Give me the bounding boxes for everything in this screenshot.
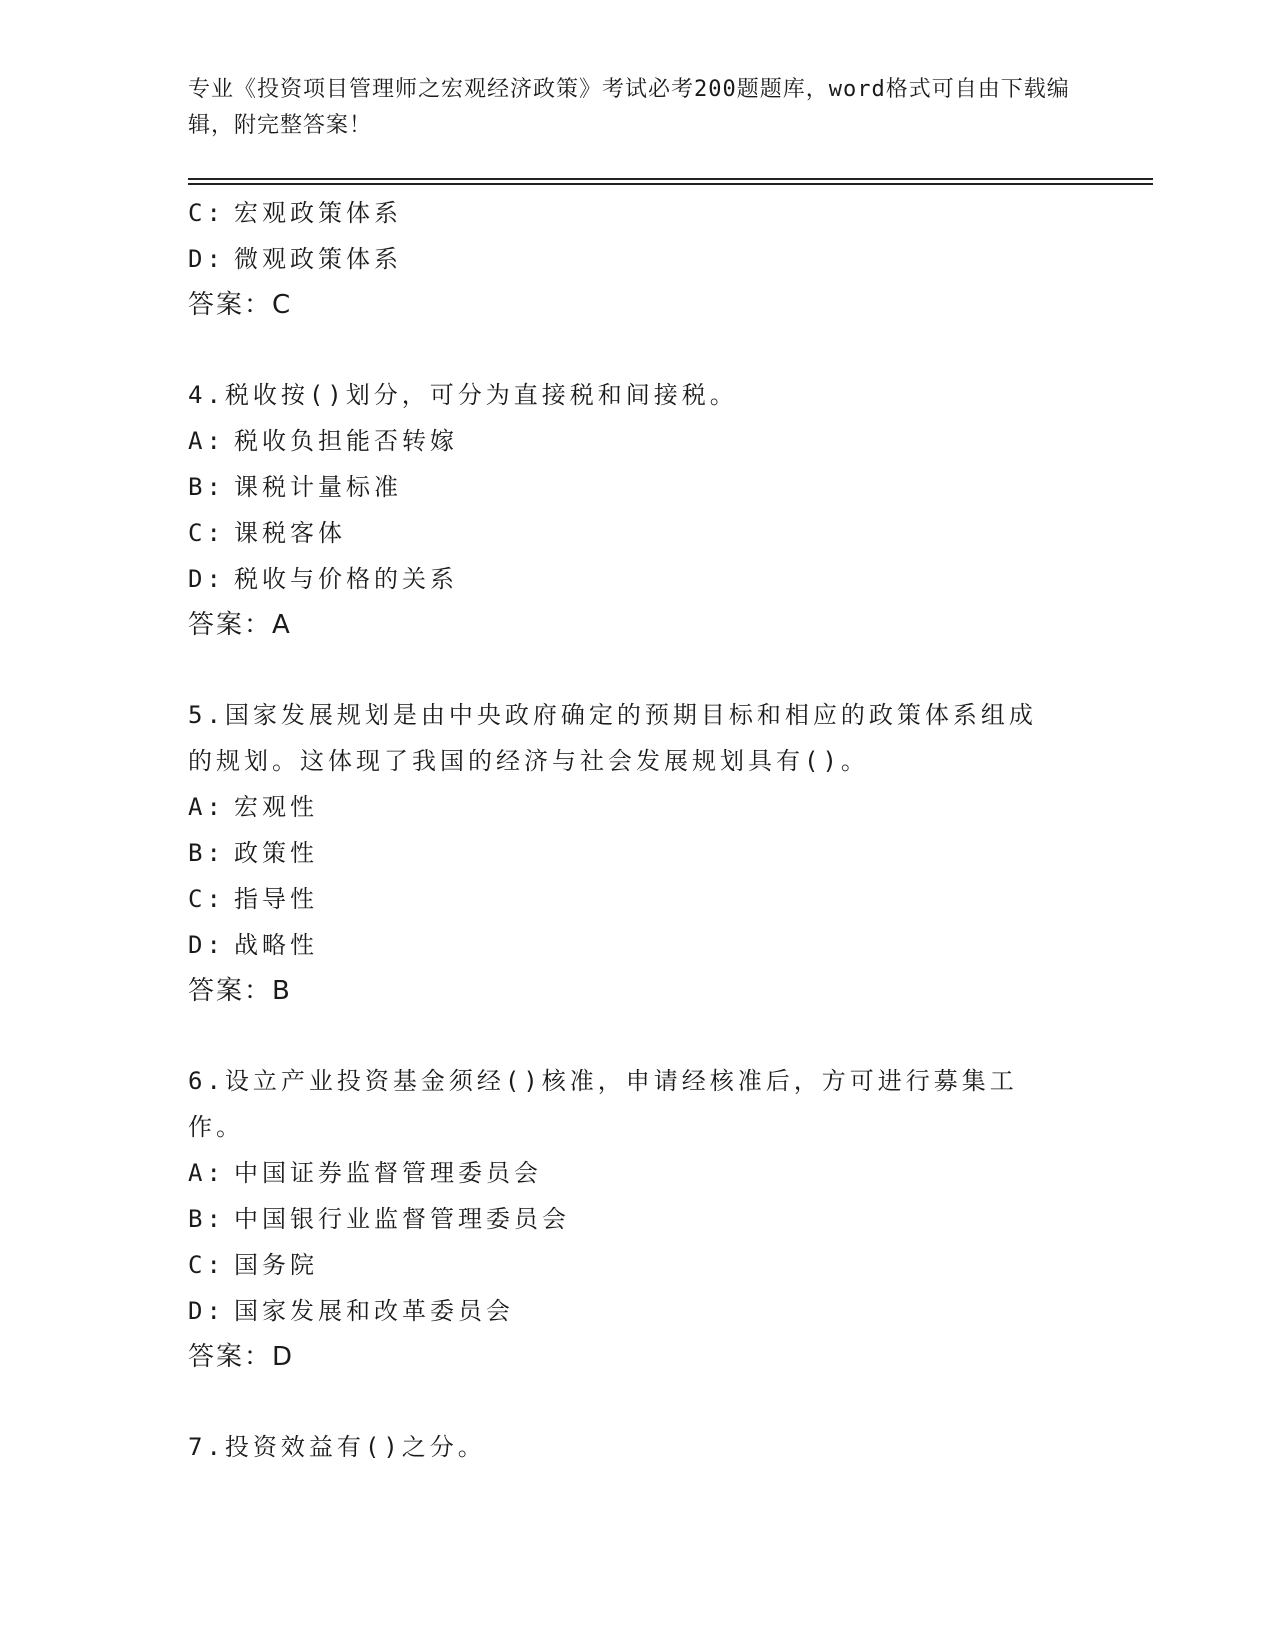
option-b: B: 中国银行业监督管理委员会: [188, 1205, 570, 1233]
option-a: A: 税收负担能否转嫁: [188, 427, 458, 455]
question-3-tail: [188, 190, 1068, 328]
question-text: 6.设立产业投资基金须经()核准，申请经核准后，方可进行募集工作。: [188, 1067, 1018, 1141]
answer-line: 答案：C: [188, 290, 293, 320]
answer-line: 答案：D: [188, 1342, 295, 1372]
option-a: A: 宏观性: [188, 793, 318, 821]
option-d: D: 战略性: [188, 931, 318, 959]
option-d: D: 微观政策体系: [188, 245, 402, 273]
question-6: [188, 1058, 1068, 1380]
option-d: D: 国家发展和改革委员会: [188, 1297, 514, 1325]
question-text: 5.国家发展规划是由中央政府确定的预期目标和相应的政策体系组成的规划。这体现了我国的经济与社会发展规划具有()。: [188, 701, 1037, 775]
question-7: [188, 1424, 1068, 1470]
question-5: [188, 692, 1068, 1014]
option-b: B: 政策性: [188, 839, 318, 867]
header-rule-top: [188, 178, 1153, 180]
option-a: A: 中国证券监督管理委员会: [188, 1159, 542, 1187]
question-list: [188, 190, 1068, 1470]
document-header: 专业《投资项目管理师之宏观经济政策》考试必考200题题库，word格式可自由下载编辑，附完整答案！: [188, 77, 1070, 138]
option-c: C: 国务院: [188, 1251, 318, 1279]
question-4: [188, 372, 1068, 648]
option-c: C: 课税客体: [188, 519, 346, 547]
question-text: 4.税收按()划分，可分为直接税和间接税。: [188, 381, 738, 409]
option-d: D: 税收与价格的关系: [188, 565, 458, 593]
answer-line: 答案：A: [188, 610, 292, 640]
answer-line: 答案：B: [188, 976, 292, 1006]
question-text: 7.投资效益有()之分。: [188, 1433, 486, 1461]
option-c: C: 指导性: [188, 885, 318, 913]
option-b: B: 课税计量标准: [188, 473, 402, 501]
option-c: C: 宏观政策体系: [188, 199, 402, 227]
header-rule-bottom: [188, 183, 1153, 185]
